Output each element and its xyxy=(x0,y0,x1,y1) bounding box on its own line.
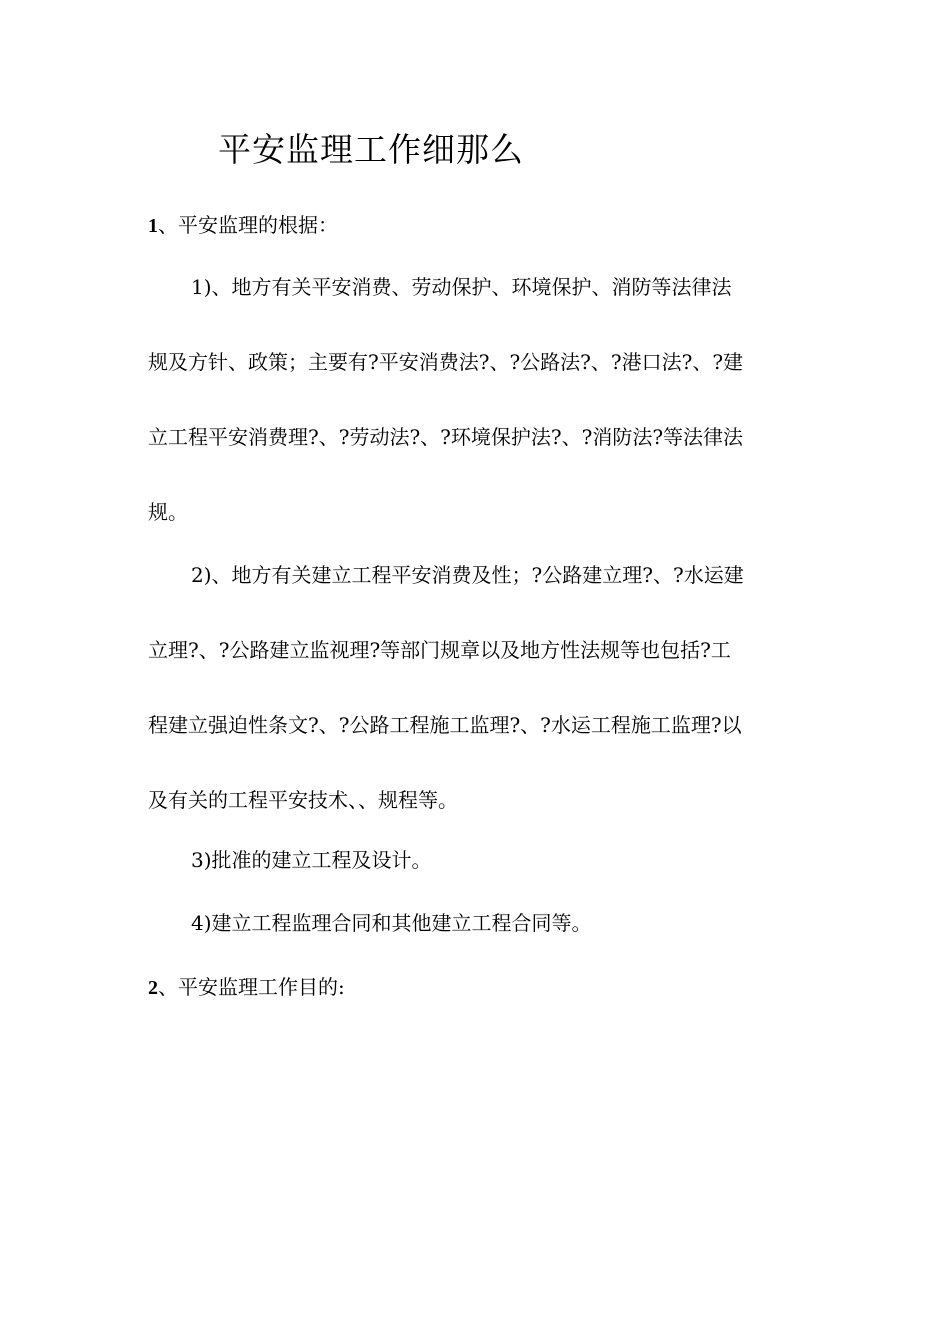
section-heading-2 xyxy=(148,972,345,1003)
paragraph-item-3: 3)批准的建立工程及设计。 xyxy=(191,848,432,872)
document-title: 平安监理工作细那么 xyxy=(218,130,524,169)
section-number: 2 xyxy=(148,977,158,999)
paragraph-item-1 xyxy=(148,272,800,572)
paragraph-line: 程建立强迫性条文?、?公路工程施工监理?、?水运工程施工监理?以 xyxy=(148,713,742,737)
section-label: 、平安监理的根据： xyxy=(158,213,338,237)
paragraph-line: 及有关的工程平安技术、、规程等。 xyxy=(148,788,458,812)
paragraph-item-4: 4)建立工程监理合同和其他建立工程合同等。 xyxy=(191,911,592,935)
section-heading-1 xyxy=(148,210,338,241)
paragraph-line: 2)、地方有关建立工程平安消费及性；?公路建立理?、?水运建 xyxy=(191,563,744,587)
paragraph-line: 立工程平安消费理?、?劳动法?、?环境保护法?、?消防法?等法律法 xyxy=(148,425,744,449)
paragraph-line: 立理?、?公路建立监视理?等部门规章以及地方性法规等也包括?工 xyxy=(148,638,731,662)
section-label: 、平安监理工作目的: xyxy=(158,975,345,999)
paragraph-line: 规及方针、政策；主要有?平安消费法?、?公路法?、?港口法?、?建 xyxy=(148,350,744,374)
paragraph-line: 1)、地方有关平安消费、劳动保护、环境保护、消防等法律法 xyxy=(191,275,732,299)
paragraph-item-2 xyxy=(148,560,800,860)
paragraph-line: 规。 xyxy=(148,500,188,524)
section-number: 1 xyxy=(148,215,158,237)
